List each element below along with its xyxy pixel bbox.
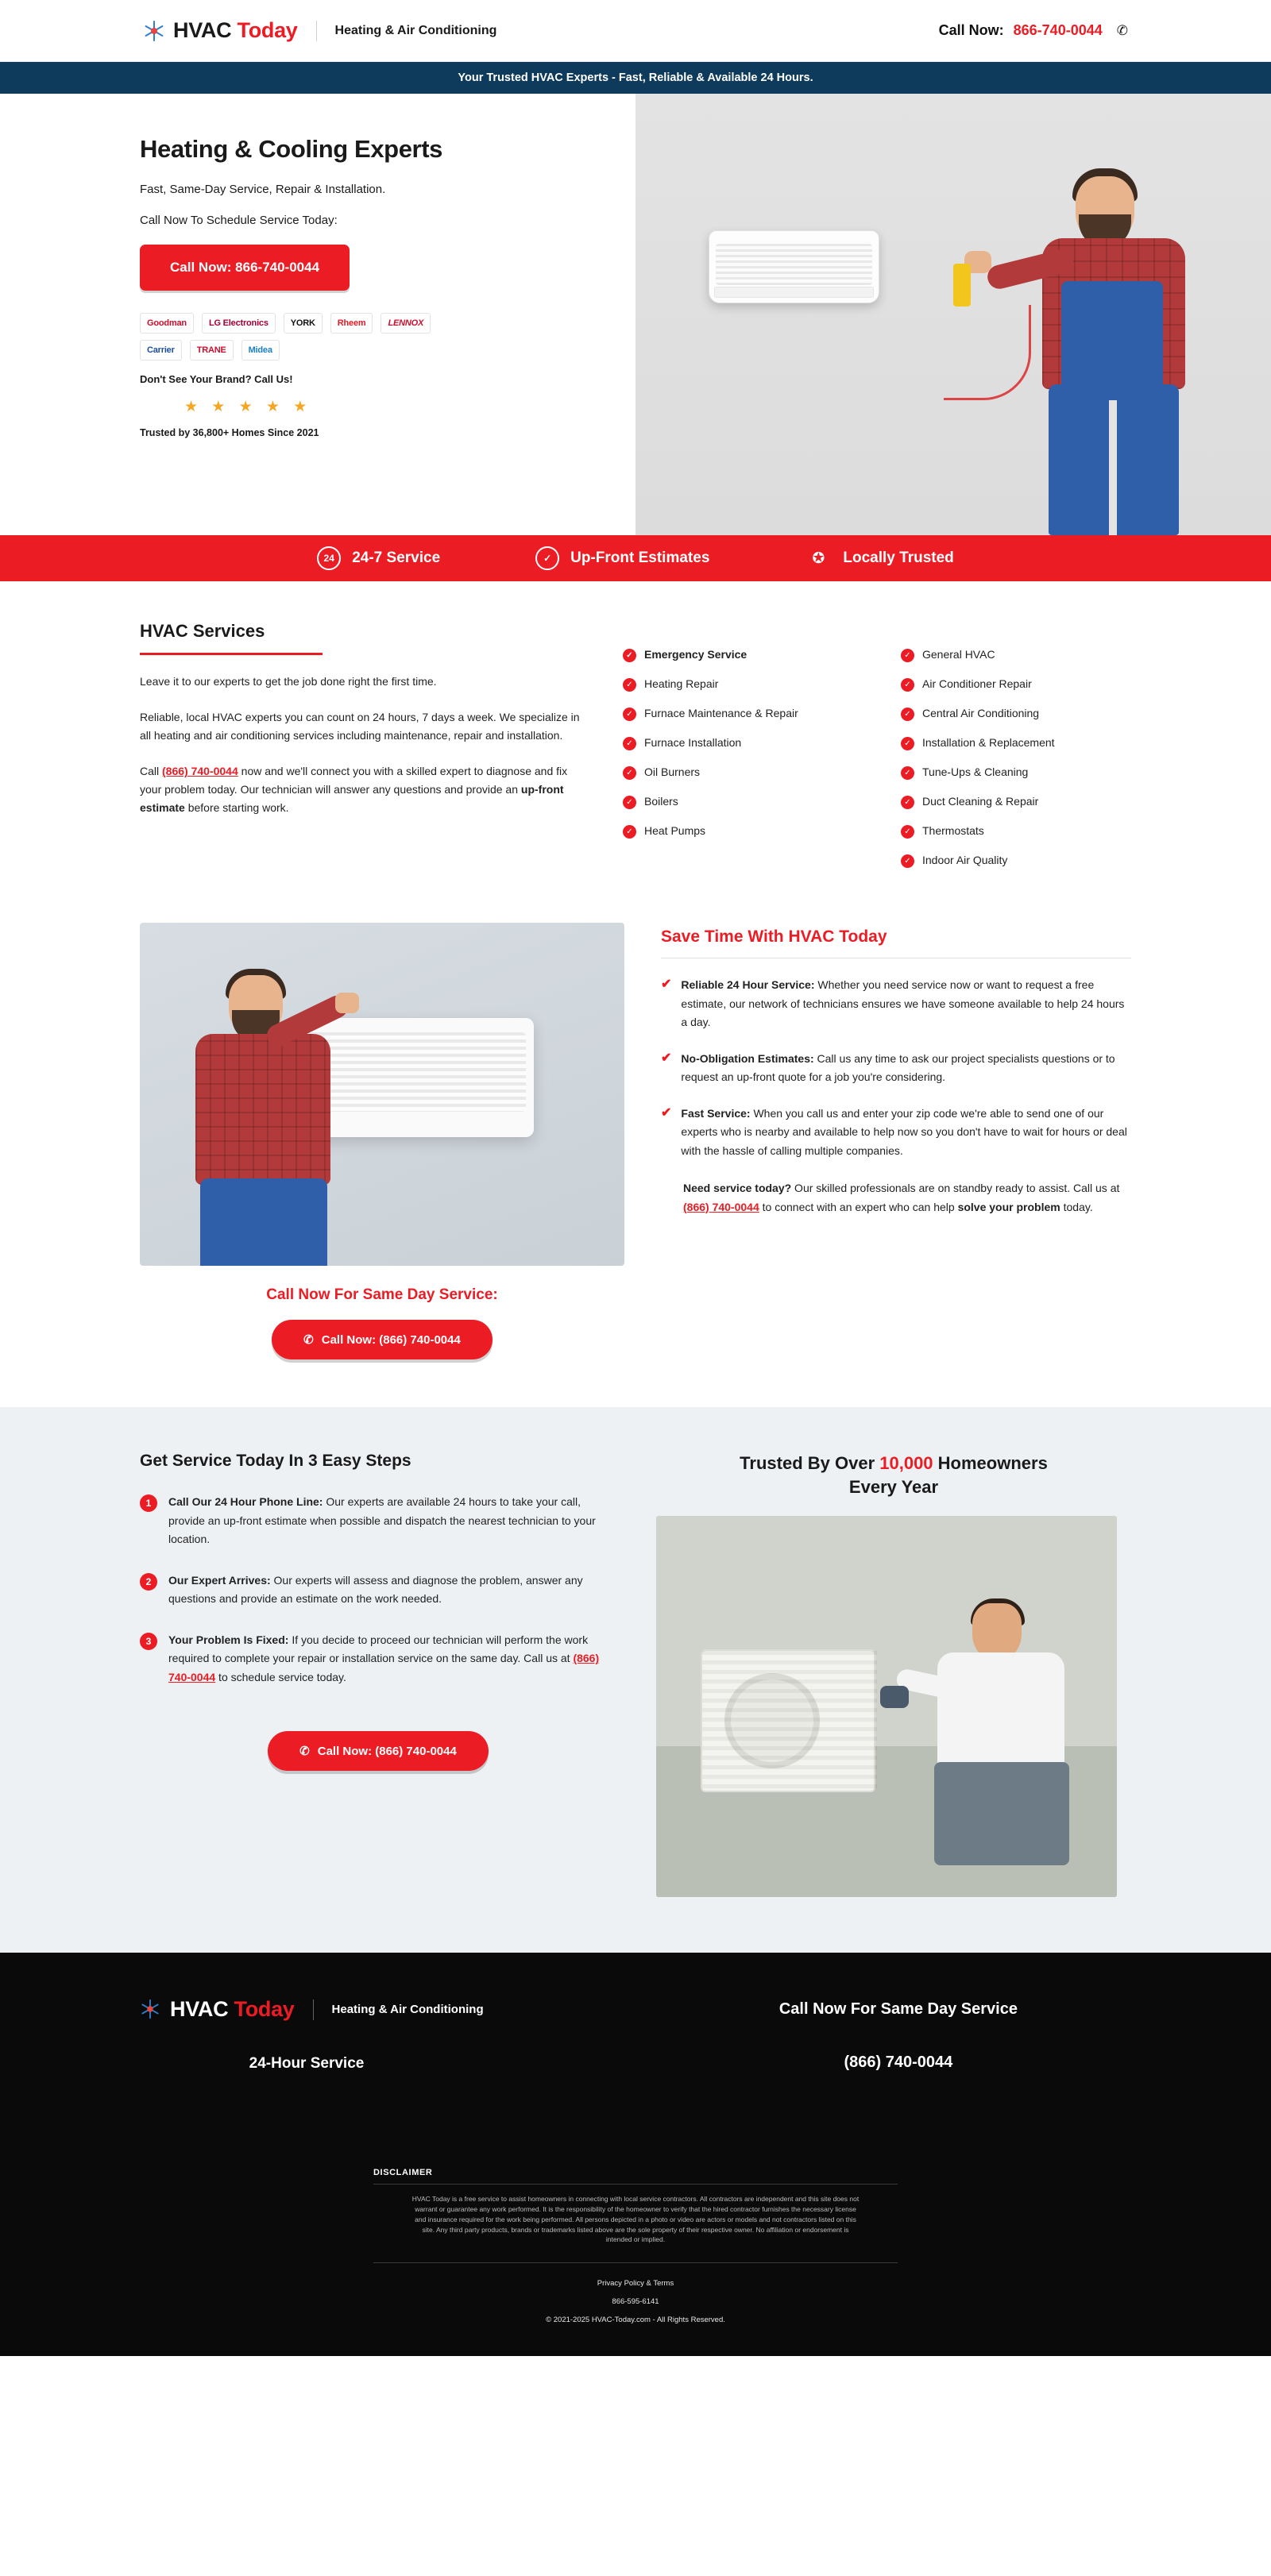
step-title: Your Problem Is Fixed: (168, 1633, 289, 1646)
steps-call-button[interactable] (268, 1731, 489, 1771)
service-label: Duct Cleaning & Repair (922, 795, 1039, 808)
services-title: HVAC Services (140, 621, 265, 641)
steps-call-label: Call Now: (866) 740-0044 (317, 1744, 457, 1758)
ac-unit-illustration (709, 230, 879, 303)
brand-chip-midea: Midea (241, 340, 280, 361)
technician-illustration (879, 1603, 1069, 1865)
service-item[interactable] (623, 824, 853, 839)
note-a: Our skilled professionals are on standby ready to assist. Call us at (791, 1182, 1120, 1195)
feature-24-7-service (317, 546, 440, 570)
check-icon: ✓ (901, 766, 914, 780)
step-item (140, 1571, 616, 1609)
service-item[interactable] (901, 677, 1131, 692)
copyright-text: © 2021-2025 HVAC-Today.com - All Rights Reserved. (546, 2316, 725, 2325)
trusted-title-b: Homeowners (933, 1453, 1048, 1473)
title-underline (140, 653, 323, 655)
save-time-section (0, 915, 1271, 1407)
service-label: Heat Pumps (644, 824, 706, 837)
check-icon: ✔ (661, 1051, 672, 1065)
step-number: 3 (140, 1633, 157, 1650)
footer-right (666, 1997, 1131, 2073)
benefit-item (661, 976, 1131, 1032)
steps-section (0, 1407, 1271, 1953)
trust-banner (0, 62, 1271, 94)
note-phone-link[interactable]: (866) 740-0044 (683, 1200, 759, 1213)
hero-call-button[interactable]: Call Now: 866-740-0044 (140, 245, 350, 291)
services-section (0, 581, 1271, 915)
technician-illustration (168, 966, 351, 1266)
steps-title: Get Service Today In 3 Easy Steps (140, 1452, 411, 1470)
outdoor-unit-photo (656, 1516, 1117, 1897)
same-day-call-button[interactable] (272, 1320, 493, 1359)
check-icon: ✓ (901, 854, 914, 868)
trusted-title-count: 10,000 (879, 1453, 933, 1473)
save-time-left (140, 923, 624, 1359)
hero-section (0, 94, 1271, 535)
disclaimer-divider (373, 2184, 898, 2185)
condenser-illustration (701, 1649, 875, 1792)
check-icon: ✓ (623, 737, 636, 750)
footer-call-title: Call Now For Same Day Service (778, 2000, 1018, 2019)
trusted-homeowners-title (656, 1452, 1131, 1498)
snowflake-icon (140, 1999, 162, 2021)
brand-chip-rheem: Rheem (330, 313, 373, 334)
brand-chip-lennox: LENNOX (381, 313, 431, 334)
service-label: Central Air Conditioning (922, 707, 1040, 719)
check-icon: ✓ (901, 649, 914, 662)
technician-illustration (999, 162, 1238, 535)
note-bold: Need service today? (683, 1182, 792, 1195)
steps-cta-wrap (140, 1715, 616, 1771)
check-icon: ✓ (623, 678, 636, 692)
footer-left (140, 1997, 666, 2073)
service-item[interactable] (901, 795, 1131, 809)
brand-divider (316, 21, 317, 41)
services-phone-link[interactable]: (866) 740-0044 (162, 765, 238, 778)
trusted-title-a: Trusted By Over (740, 1453, 880, 1473)
services-p3-a: Call (140, 765, 163, 778)
award-badge-icon: ✪ (812, 550, 825, 567)
benefit-text: Call us any time to ask our project specialists questions or to request an up-front quote for a job you're considering. (681, 1051, 1115, 1084)
benefit-item (661, 1105, 1131, 1161)
brand-logo-list (140, 313, 450, 361)
service-item[interactable] (901, 648, 1131, 662)
check-icon: ✔ (661, 978, 672, 991)
feature-bar (0, 535, 1271, 581)
services-p3-bold: up-front estimate (140, 783, 564, 815)
same-day-cta-block (140, 1286, 624, 1359)
service-item[interactable] (623, 707, 853, 721)
feature-label: Locally Trusted (843, 550, 954, 566)
service-label: Indoor Air Quality (922, 854, 1008, 866)
trusted-by-text: Trusted by 36,800+ Homes Since 2021 (140, 427, 319, 438)
service-label: Furnace Maintenance & Repair (644, 707, 798, 719)
footer-contact-phone[interactable]: 866-595-6141 (612, 2297, 659, 2307)
steps-left (140, 1452, 616, 1897)
brand-chip-carrier: Carrier (140, 340, 182, 361)
step-item (140, 1631, 616, 1687)
service-label: Emergency Service (644, 648, 748, 661)
check-icon: ✔ (661, 1105, 672, 1120)
need-service-note (661, 1179, 1131, 1217)
service-item[interactable] (623, 677, 853, 692)
service-label: Tune-Ups & Cleaning (922, 765, 1029, 778)
services-paragraph-3 (140, 762, 591, 817)
service-label: Furnace Installation (644, 736, 742, 749)
check-icon: ✓ (623, 825, 636, 839)
service-item[interactable] (901, 736, 1131, 750)
check-icon: ✓ (901, 825, 914, 839)
steps-right (656, 1452, 1131, 1897)
check-icon: ✓ (623, 708, 636, 721)
note-bold-2: solve your problem (957, 1200, 1060, 1213)
page-title: Heating & Cooling Experts (140, 135, 442, 163)
brand-chip-goodman: Goodman (140, 313, 194, 334)
save-time-title: Save Time With HVAC Today (661, 927, 887, 946)
header-call-block[interactable] (939, 22, 1128, 39)
services-paragraph-1: Leave it to our experts to get the job done right the first time. (140, 675, 437, 688)
brand-chip-lg: LG Electronics (202, 313, 276, 334)
service-item[interactable] (623, 795, 853, 809)
services-text-column (140, 621, 591, 883)
star-rating: ★ ★ ★ ★ ★ (184, 399, 312, 415)
step-number: 1 (140, 1494, 157, 1512)
footer-phone-number[interactable]: (866) 740-0044 (844, 2053, 953, 2072)
snowflake-icon (143, 20, 165, 42)
step-body: Our experts are available 24 hours to take your call, provide an up-front estimate when possible and dispatch the nearest technician to your location. (168, 1495, 596, 1546)
brand-chip-trane: TRANE (190, 340, 234, 361)
service-label: Air Conditioner Repair (922, 677, 1032, 690)
services-paragraph-2: Reliable, local HVAC experts you can count on 24 hours, 7 days a week. We specialize in all heating and air conditioning services including maintenance, repair and installation. (140, 711, 580, 742)
phone-icon: ✆ (299, 1745, 310, 1759)
same-day-call-label: Call Now: (866) 740-0044 (321, 1332, 461, 1347)
services-p3-b: now and we'll connect you with a skilled expert to diagnose and fix your problem today. Our technician will answer any questions and provide an (140, 765, 568, 796)
service-item[interactable] (901, 765, 1131, 780)
hero-subtitle-1: Fast, Same-Day Service, Repair & Installation. (140, 183, 386, 196)
service-item[interactable] (901, 854, 1131, 868)
note-c: today. (1060, 1200, 1093, 1213)
service-item[interactable] (901, 707, 1131, 721)
disclaimer-block (373, 2168, 898, 2324)
same-day-title: Call Now For Same Day Service: (266, 1286, 498, 1303)
service-item[interactable] (623, 648, 853, 662)
feature-label: Up-Front Estimates (570, 550, 710, 566)
step-number: 2 (140, 1573, 157, 1591)
technician-photo (140, 923, 624, 1266)
check-icon: ✓ (623, 796, 636, 809)
trusted-title-c: Every Year (848, 1476, 939, 1497)
service-label: Oil Burners (644, 765, 701, 778)
benefit-title: No-Obligation Estimates: (681, 1051, 814, 1065)
brand-logo[interactable] (143, 18, 496, 43)
footer-brand-tagline: Heating & Air Conditioning (331, 2003, 484, 2017)
check-icon: ✓ (623, 766, 636, 780)
step-body-a: If you decide to proceed our technician will perform the work required to complete your repair or installation service on the same day. Call us at (168, 1633, 589, 1665)
step-item (140, 1493, 616, 1549)
service-label: Thermostats (922, 824, 984, 837)
hero-image (636, 94, 1271, 535)
benefit-title: Fast Service: (681, 1106, 751, 1120)
note-b: to connect with an expert who can help (759, 1200, 958, 1213)
step-body-b: to schedule service today. (215, 1670, 346, 1683)
site-footer (0, 1953, 1271, 2356)
services-column-2 (901, 648, 1131, 883)
check-icon: ✓ (901, 796, 914, 809)
step-title: Our Expert Arrives: (168, 1573, 271, 1587)
service-label: General HVAC (922, 648, 995, 661)
trust-banner-text: Your Trusted HVAC Experts - Fast, Reliable & Available 24 Hours. (458, 71, 813, 84)
service-label: Installation & Replacement (922, 736, 1055, 749)
clock-24-icon: 24 (317, 546, 341, 570)
footer-top (140, 1997, 1131, 2073)
feature-locally-trusted (805, 546, 953, 570)
brand-name: HVAC Today (173, 18, 298, 42)
no-brand-text: Don't See Your Brand? Call Us! (140, 373, 293, 385)
benefit-text: Whether you need service now or want to request a free estimate, our network of technicians ensures we have someone available to help 24 hours a day. (681, 978, 1125, 1029)
services-column-1 (623, 648, 853, 883)
service-label: Boilers (644, 795, 678, 808)
check-icon: ✓ (901, 737, 914, 750)
service-item[interactable] (623, 765, 853, 780)
step-body: Our experts will assess and diagnose the problem, answer any questions and provide an estimate on the work needed. (168, 1573, 583, 1606)
disclaimer-title: DISCLAIMER (373, 2168, 433, 2178)
phone-icon: ✆ (1116, 22, 1128, 38)
step-phone-link[interactable]: (866) 740-0044 (168, 1652, 600, 1683)
save-time-right (661, 923, 1131, 1359)
benefit-item (661, 1050, 1131, 1087)
disclaimer-body: HVAC Today is a free service to assist homeowners in connecting with local service contractors. All contractors are independent and this site does not warrant or guarantee any work performed. It is the responsibility of the homeowner to verify that the hired contractor furnishes the necessary license and insurance required for the work being performed. All persons depicted in a photo or video are actors or models and not contractors listed on this site. Any third party products, brands or trademarks listed above are the sole property of their respective owner. No affiliation or endorsement is intended or implied. (411, 2195, 860, 2244)
check-icon: ✓ (901, 678, 914, 692)
brand-divider (313, 1999, 314, 2020)
check-icon: ✓ (901, 708, 914, 721)
check-icon: ✓ (623, 649, 636, 662)
benefit-text: When you call us and enter your zip code we're able to send one of our experts who is nearby and available to help now so you don't have to wait for hours or deal with the hassle of calling multiple companies. (681, 1106, 1127, 1157)
footer-brand-name: HVAC Today (170, 1997, 295, 2022)
phone-icon: ✆ (303, 1333, 314, 1347)
benefit-title: Reliable 24 Hour Service: (681, 978, 815, 991)
hero-subtitle-2: Call Now To Schedule Service Today: (140, 214, 338, 227)
footer-service-hours: 24-Hour Service (249, 2055, 365, 2073)
brand-tagline: Heating & Air Conditioning (334, 23, 497, 37)
service-item[interactable] (901, 824, 1131, 839)
disclaimer-divider-2 (373, 2262, 898, 2263)
privacy-policy-link[interactable]: Privacy Policy & Terms (597, 2279, 674, 2289)
feature-label: 24-7 Service (352, 550, 441, 566)
services-p3-c: before starting work. (184, 801, 289, 815)
service-item[interactable] (623, 736, 853, 750)
hero-content (0, 94, 636, 535)
footer-brand-logo[interactable] (140, 1997, 666, 2022)
service-label: Heating Repair (644, 677, 719, 690)
site-header (0, 0, 1271, 62)
check-circle-icon: ✓ (535, 546, 559, 570)
feature-up-front-estimates (535, 546, 709, 570)
services-lists (623, 621, 1131, 883)
step-title: Call Our 24 Hour Phone Line: (168, 1495, 323, 1508)
header-phone-number[interactable]: 866-740-0044 (1013, 22, 1103, 38)
brand-chip-york: YORK (284, 313, 323, 334)
call-now-label: Call Now: (938, 22, 1004, 38)
